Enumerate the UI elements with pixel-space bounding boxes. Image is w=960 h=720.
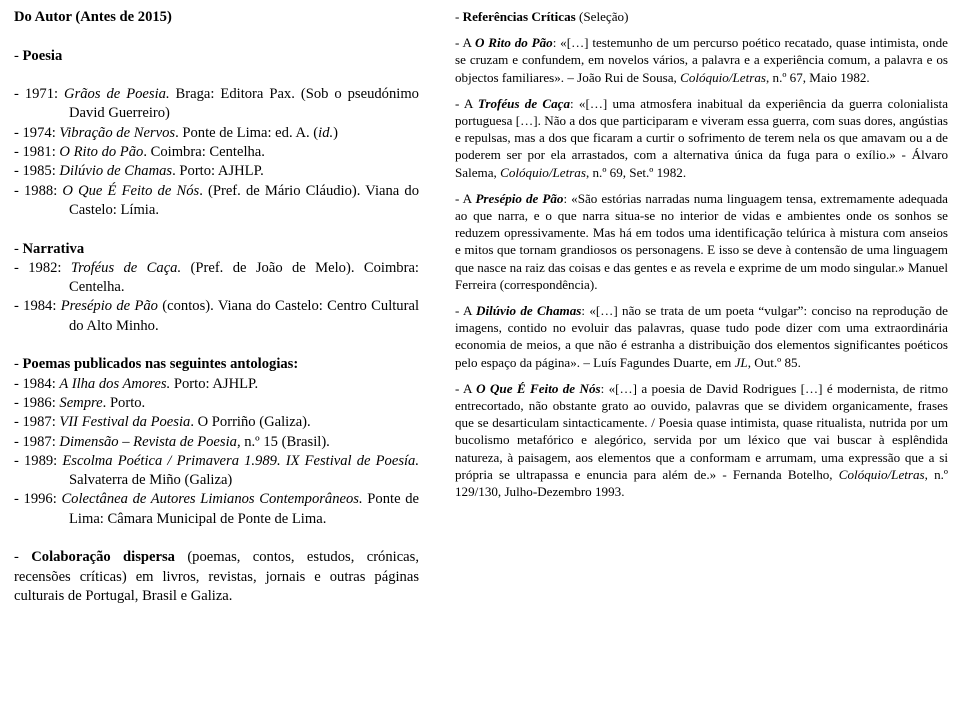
bibliography-entry: - 1985: Dilúvio de Chamas. Porto: AJHLP. [14,163,264,180]
bibliography-entry: - 1989: Escolma Poética / Primavera 1.989. IX Festival de Poesía. Salvaterra de Miño (Galiza) [14,452,419,489]
bibliography-entry: - 1974: Vibração de Nervos. Ponte de Lima: ed. A. (id.) [14,124,339,141]
bibliography-entry: - 1986: Sempre. Porto. [14,394,146,411]
left-column [14,8,419,606]
critical-review: - A Presépio de Pão: «São estórias narradas numa linguagem tensa, extremamente adequada ao que narra, e o que narra situa-se no interior de vidas e ambientes onde os sonhos se reduzem opressivamente. Mas há em todos uma identificação telúrica à mistura com anseios e mitos que tornam grandiosos os personagens. E isso se deve à contensão de uma linguagem que nasce na raiz das coisas e das gentes e as revela e exprime de um modo singular.» Manuel Ferreira (correspondência). [455,190,948,292]
narrativa-list [14,259,419,336]
poesia-list [14,85,419,220]
critical-review: - A Dilúvio de Chamas: «[…] não se trata de um poeta “vulgar”: conciso na reprodução de imagens, contido no evoluir das palavras, quase tudo pode dizer com uma extraordinária economia de meios, a que não é estranha a distribuição dos elementos significantes poéticos pelo espaço da página». – Luís Fagundes Duarte, em JL, Out.º 85. [455,303,948,370]
poesia-heading: - Poesia [14,47,63,64]
bibliography-entry: - 1982: Troféus de Caça. (Pref. de João de Melo). Coimbra: Centelha. [14,259,419,296]
critical-review: - A Troféus de Caça: «[…] uma atmosfera inabitual da experiência da guerra colonialista portuguesa […]. Não a dos que participaram e viveram essa guerra, com suas dores, angústias e repulsas, mas a dos que ficaram a curtir o sofrimento de terem nela os que amavam ou a de poderem ser por ela arrastados, com a alternativa única da fuga para o exílio.» - Álvaro Salema, Colóquio/Letras, n.º 69, Set.º 1982. [455,95,949,180]
bibliography-entry: - 1981: O Rito do Pão. Coimbra: Centelha. [14,144,265,161]
critical-review: - A O Que É Feito de Nós: «[…] a poesia de David Rodrigues […] é modernista, de ritmo entrecortado, não obstante grato ao ouvido, palavras que se dividem organicamente, frases que se desarticulam sintacticamente. / Poesia quase intimista, quase ritualista, nutrida por um bucolismo metafórico e alegórico, servida por um léxico que vai buscar à esplêndida natureza, à paisagem, aos elementos que a conformam e arrumam, uma expressão que a si própria se ultrapassa e enuncia para além de.» - Fernanda Botelho, Colóquio/Letras, n.º 129/130, Julho-Dezembro 1993. [455,380,948,500]
bibliography-entry: - 1988: O Que É Feito de Nós. (Pref. de Mário Cláudio). Viana do Castelo: Límia. [14,182,419,218]
bibliography-entry: - 1971: Grãos de Poesia. Braga: Editora Pax. (Sob o pseudónimo David Guerreiro) [14,86,419,122]
bibliography-entry: - 1987: Dimensão – Revista de Poesia, n.º 15 (Brasil). [14,433,330,450]
colaboracao-paragraph: - Colaboração dispersa (poemas, contos, estudos, crónicas, recensões críticas) em livros, revistas, jornais e outras páginas culturais de Portugal, Brasil e Galiza. [14,549,419,604]
referencias-heading: - Referências Críticas (Seleção) [455,9,629,24]
bibliography-entry: - 1987: VII Festival da Poesia. O Porriño (Galiza). [14,414,311,431]
antologias-list [14,375,419,529]
narrativa-heading: - Narrativa [14,240,85,257]
right-column [455,8,948,500]
antologias-heading: - Poemas publicados nas seguintes antologias: [14,356,299,373]
bibliography-entry: - 1996: Colectânea de Autores Limianos Contemporâneos. Ponte de Lima: Câmara Municipal de Ponte de Lima. [14,491,419,527]
section-heading: Do Autor (Antes de 2015) [14,9,172,25]
critical-review: - A O Rito do Pão: «[…] testemunho de um percurso poético recatado, quase intimista, onde se cruzam e confundem, em novelos vários, a palavra e a experiência comum, a palavra e os objectos familiares». – João Rui de Sousa, Colóquio/Letras, n.º 67, Maio 1982. [455,35,948,85]
bibliography-entry: - 1984: Presépio de Pão (contos). Viana do Castelo: Centro Cultural do Alto Minho. [14,298,419,334]
bibliography-entry: - 1984: A Ilha dos Amores. Porto: AJHLP. [14,375,259,392]
